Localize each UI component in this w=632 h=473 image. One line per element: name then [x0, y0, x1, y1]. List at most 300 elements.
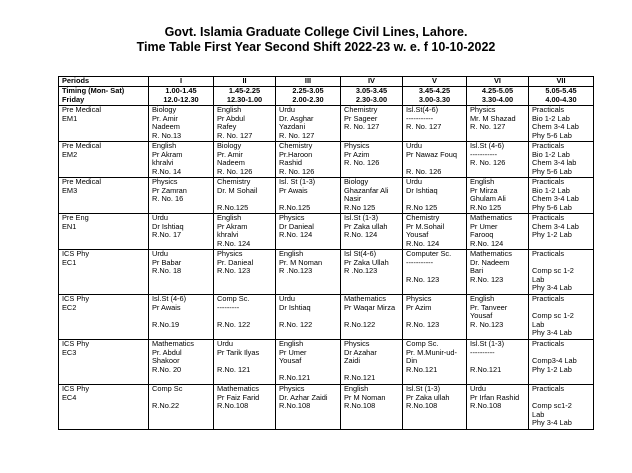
cell-line: Bio 1-2 Lab	[532, 113, 570, 123]
period-cell	[214, 142, 276, 178]
period-cell	[403, 250, 467, 295]
class-row	[59, 385, 594, 430]
period-timing	[149, 87, 214, 106]
cell-line: Ghulam Ali	[470, 194, 506, 204]
cell-line: R. No. 126	[406, 166, 442, 176]
cell-line: Urdu	[217, 339, 234, 348]
period-cell	[529, 385, 594, 430]
class-row	[59, 106, 594, 142]
cell-line: R.No.108	[217, 401, 249, 411]
period-cell	[403, 142, 467, 178]
cell-line: Pr. Amir	[217, 149, 243, 159]
cell-line: Isl.St (1-3)	[406, 384, 441, 393]
cell-line: R.No.19	[152, 319, 180, 329]
period-header: VII	[529, 77, 594, 87]
cell-line: Dr. Azhar Zaidi	[279, 392, 328, 402]
cell-line: Pr. M.Munir-ud-	[406, 347, 457, 357]
cell-line: Physics	[344, 141, 370, 150]
cell-line: English	[344, 384, 369, 393]
period-cell	[341, 178, 403, 214]
cell-line: English	[152, 141, 177, 150]
cell-line: Comp Sc.	[217, 294, 250, 303]
cell-line: Practicals	[532, 339, 565, 348]
cell-line: R.No.108	[344, 401, 376, 411]
period-cell	[214, 178, 276, 214]
cell-line: Rafey	[217, 122, 237, 132]
cell-line: R.No. 122	[279, 319, 313, 329]
cell-line: Pr Zaka Ullah	[344, 257, 389, 267]
section-line: EC1	[62, 257, 77, 267]
cell-line: Pr M.Sohail	[406, 221, 445, 231]
cell-line: Pr. Abdul	[152, 347, 182, 357]
cell-line: Dr. Asghar	[279, 113, 314, 123]
cell-line: Pr.Haroon	[279, 149, 313, 159]
period-cell	[403, 295, 467, 340]
cell-line: Urdu	[152, 249, 169, 258]
timing-mon-sat: 3.45-4.25	[418, 86, 451, 95]
period-cell	[149, 214, 214, 250]
cell-line: R.No. 20	[152, 364, 182, 374]
cell-line: Pr Awais	[279, 185, 308, 195]
cell-line: Biology	[152, 105, 177, 114]
section-line: Pre Medical	[62, 177, 102, 186]
cell-line: Chem 3-4 lab	[532, 158, 577, 168]
period-cell	[149, 106, 214, 142]
cell-line: R.No. 14	[152, 166, 182, 176]
cell-line: Bio 1-2 Lab	[532, 185, 570, 195]
period-timing	[276, 87, 341, 106]
timing-friday: 3.00-3.30	[418, 94, 451, 104]
cell-line: Physics	[344, 339, 370, 348]
cell-line: Yazdani	[279, 122, 306, 132]
timing-label-line: Friday	[62, 94, 85, 104]
cell-line: Mathematics	[152, 339, 194, 348]
cell-line: Isl St(4-6)	[344, 249, 377, 258]
cell-line: Pr Mirza	[470, 185, 498, 195]
cell-line: Pr Irfan Rashid	[470, 392, 520, 402]
section-cell	[59, 385, 149, 430]
cell-line: R.No. 122	[217, 319, 251, 329]
cell-line: Dr Azahar	[344, 347, 377, 357]
cell-line: ----------	[470, 347, 495, 357]
cell-line: Lab	[532, 274, 545, 284]
period-cell	[467, 178, 529, 214]
cell-line: Practicals	[532, 177, 565, 186]
cell-line: Pr Tarik Ilyas	[217, 347, 260, 357]
period-cell	[341, 250, 403, 295]
period-cell	[149, 250, 214, 295]
section-line: Pre Medical	[62, 105, 102, 114]
cell-line: Practicals	[532, 294, 565, 303]
cell-line: Practicals	[532, 141, 565, 150]
cell-line: Phy 1-2 Lab	[532, 230, 572, 240]
cell-line: Practicals	[532, 384, 565, 393]
cell-line: R. No. 127	[406, 122, 442, 132]
cell-line: R. No.13	[152, 130, 182, 140]
period-cell	[341, 340, 403, 385]
timing-row	[59, 87, 594, 106]
cell-line: Pr. Danieal	[217, 257, 254, 267]
period-cell	[276, 142, 341, 178]
period-cell	[276, 295, 341, 340]
timing-friday: 2.00-2.30	[292, 94, 324, 104]
cell-line: Comp Sc	[152, 384, 183, 393]
period-header: VI	[467, 77, 529, 87]
cell-line: ---------	[217, 302, 240, 312]
cell-line: R.No. 123	[406, 274, 440, 284]
cell-line: khralvi	[152, 158, 174, 168]
cell-line: Dr. Nadeem	[470, 257, 510, 267]
cell-line: Pr Umer	[470, 221, 498, 231]
cell-line: Shakoor	[152, 356, 180, 366]
cell-line: Chemistry	[217, 177, 251, 186]
section-cell	[59, 250, 149, 295]
section-cell	[59, 178, 149, 214]
cell-line: -----------	[470, 149, 498, 159]
period-cell	[276, 250, 341, 295]
period-cell	[341, 295, 403, 340]
cell-line: Phy 1-2 Lab	[532, 364, 572, 374]
cell-line: khralvi	[217, 230, 239, 240]
cell-line: Pr Umer	[279, 347, 307, 357]
period-cell	[149, 142, 214, 178]
period-cell	[276, 340, 341, 385]
period-cell	[276, 385, 341, 430]
timing-friday: 12.0-12.30	[163, 94, 199, 104]
cell-line: R.No.108	[279, 401, 311, 411]
cell-line: R.No. 123	[470, 274, 504, 284]
cell-line: R.No. 124	[279, 230, 313, 240]
timing-mon-sat: 4.25-5.05	[481, 86, 514, 95]
cell-line: Chemistry	[344, 105, 378, 114]
cell-line: Isl. St (1-3)	[279, 177, 316, 186]
section-cell	[59, 142, 149, 178]
period-cell	[149, 295, 214, 340]
period-cell	[341, 385, 403, 430]
cell-line: R.No.121	[470, 364, 502, 374]
cell-line: R. No. 127	[470, 122, 506, 132]
period-cell	[403, 178, 467, 214]
period-cell	[529, 295, 594, 340]
cell-line: R.No. 121	[217, 364, 251, 374]
cell-line: R.No. 124	[344, 230, 378, 240]
cell-line: Nadeem	[152, 122, 180, 132]
cell-line: Chem 3-4 Lab	[532, 122, 579, 132]
cell-line: Urdu	[406, 141, 423, 150]
period-cell	[276, 106, 341, 142]
period-cell	[467, 142, 529, 178]
period-cell	[403, 214, 467, 250]
cell-line: Practicals	[532, 249, 565, 258]
header-row	[59, 77, 594, 87]
cell-line: R .No.123	[344, 266, 378, 276]
period-timing	[341, 87, 403, 106]
cell-line: Isl.St (1-3)	[470, 339, 505, 348]
cell-line: Pr. Tanveer	[470, 302, 508, 312]
timing-mon-sat: 1.00-1.45	[165, 86, 197, 95]
period-header: I	[149, 77, 214, 87]
cell-line: R .No.123	[279, 266, 313, 276]
period-cell	[467, 295, 529, 340]
cell-line: Dr Ishtiaq	[279, 302, 311, 312]
period-cell	[214, 295, 276, 340]
section-line: EM1	[62, 113, 78, 123]
cell-line: Urdu	[279, 105, 296, 114]
cell-line: Pr Nawaz Fouq	[406, 149, 457, 159]
cell-line: Pr Azim	[344, 149, 370, 159]
timetable	[58, 76, 594, 430]
cell-line: English	[470, 294, 495, 303]
timing-friday: 3.30-4.00	[481, 94, 514, 104]
timing-friday: 2.30-3.00	[355, 94, 388, 104]
cell-line: R. No. 127	[279, 130, 315, 140]
cell-line: Phy 5-6 Lab	[532, 202, 572, 212]
cell-line: R. No. 127	[344, 122, 380, 132]
cell-line: Lab	[532, 409, 545, 419]
cell-line: Pr. Amir	[152, 113, 178, 123]
cell-line: Chem 3-4 Lab	[532, 221, 579, 231]
period-cell	[341, 142, 403, 178]
class-row	[59, 295, 594, 340]
section-line: ICS Phy	[62, 249, 90, 258]
cell-line: Zaidi	[344, 356, 361, 366]
section-line: EC4	[62, 392, 77, 402]
period-cell	[529, 178, 594, 214]
cell-line: Mr. M Shazad	[470, 113, 516, 123]
timing-mon-sat: 2.25-3.05	[292, 86, 324, 95]
cell-line: Physics	[152, 177, 178, 186]
period-cell	[467, 385, 529, 430]
cell-line: Physics	[279, 384, 305, 393]
cell-line: Computer Sc.	[406, 249, 452, 258]
section-cell	[59, 106, 149, 142]
cell-line: Pr Zaka ullah	[406, 392, 450, 402]
cell-line: Pr Zaka ullah	[344, 221, 388, 231]
section-line: EC3	[62, 347, 77, 357]
cell-line: Phy 3-4 Lab	[532, 283, 572, 293]
period-cell	[149, 385, 214, 430]
timing-label-line: Timing (Mon- Sat)	[62, 86, 125, 95]
cell-line: Isl.St (1-3)	[344, 213, 379, 222]
cell-line: Urdu	[406, 177, 423, 186]
cell-line: R.No.125	[217, 202, 249, 212]
cell-line: Isl.St(4-6)	[406, 105, 439, 114]
cell-line: Rashid	[279, 158, 303, 168]
cell-line: Nasir	[344, 194, 362, 204]
period-cell	[403, 385, 467, 430]
cell-line: Chemistry	[406, 213, 440, 222]
cell-line: Din	[406, 356, 418, 366]
period-timing	[467, 87, 529, 106]
section-cell	[59, 340, 149, 385]
class-row	[59, 142, 594, 178]
cell-line: R.No 125	[406, 202, 438, 212]
cell-line: Dr Ishtiaq	[152, 221, 184, 231]
period-cell	[403, 340, 467, 385]
cell-line: Pr Waqar Mirza	[344, 302, 396, 312]
section-line: Pre Eng	[62, 213, 89, 222]
period-cell	[341, 214, 403, 250]
cell-line: Urdu	[152, 213, 169, 222]
cell-line: Comp Sc.	[406, 339, 439, 348]
period-cell	[276, 178, 341, 214]
cell-line: R.No. 17	[152, 230, 182, 240]
cell-line: R.No. 124	[217, 238, 251, 248]
cell-line: English	[279, 339, 304, 348]
cell-line: Pr Zamran	[152, 185, 187, 195]
period-timing	[403, 87, 467, 106]
cell-line: R.No. 124	[406, 238, 440, 248]
cell-line: Dr. M Sohail	[217, 185, 258, 195]
section-line: ICS Phy	[62, 339, 90, 348]
timing-friday: 4.00-4.30	[545, 94, 577, 104]
cell-line: Phy 5-6 Lab	[532, 166, 572, 176]
page-title: Govt. Islamia Graduate College Civil Lines, Lahore.	[164, 25, 468, 39]
timing-mon-sat: 3.05-3.45	[355, 86, 388, 95]
cell-line: Pr Azim	[406, 302, 432, 312]
cell-line: Biology	[344, 177, 369, 186]
cell-line: Phy 5-6 Lab	[532, 130, 572, 140]
cell-line: R. No. 16	[152, 194, 184, 204]
cell-line: Pr Akram	[152, 149, 183, 159]
cell-line: R.No.121	[406, 364, 438, 374]
period-timing	[529, 87, 594, 106]
cell-line: Pr. M Noman	[279, 257, 323, 267]
cell-line: Pr Sageer	[344, 113, 378, 123]
cell-line: Dr Danieal	[279, 221, 314, 231]
cell-line: English	[470, 177, 495, 186]
section-line: EC2	[62, 302, 77, 312]
cell-line: Practicals	[532, 105, 565, 114]
cell-line: Phy 3-4 Lab	[532, 418, 572, 428]
cell-line: Dr Ishtiaq	[406, 185, 438, 195]
cell-line: Isl.St (4-6)	[152, 294, 187, 303]
cell-line: Pr Faiz Farid	[217, 392, 260, 402]
periods-label: Periods	[59, 77, 149, 87]
cell-line: Pr Abdul	[217, 113, 245, 123]
period-cell	[529, 106, 594, 142]
cell-line: Yousaf	[279, 356, 302, 366]
cell-line: English	[279, 249, 304, 258]
section-cell	[59, 214, 149, 250]
section-line: EN1	[62, 221, 77, 231]
cell-line: R. No. 126	[279, 166, 315, 176]
cell-line: Yousaf	[470, 311, 493, 321]
cell-line: Urdu	[279, 294, 296, 303]
cell-line: Physics	[279, 213, 305, 222]
cell-line: Yousaf	[406, 230, 429, 240]
cell-line: Practicals	[532, 213, 565, 222]
cell-line: R.No 125	[344, 202, 376, 212]
cell-line: Biology	[217, 141, 242, 150]
period-cell	[214, 106, 276, 142]
period-cell	[467, 340, 529, 385]
period-header: III	[276, 77, 341, 87]
period-cell	[529, 250, 594, 295]
period-cell	[467, 214, 529, 250]
cell-line: R.No. 124	[470, 238, 504, 248]
cell-line: R. No. 126	[470, 158, 506, 168]
period-cell	[529, 142, 594, 178]
cell-line: R.No.22	[152, 401, 180, 411]
cell-line: R. No. 126	[217, 166, 253, 176]
page-subtitle: Time Table First Year Second Shift 2022-23 w. e. f 10-10-2022	[136, 40, 496, 54]
cell-line: Comp3-4 Lab	[532, 356, 577, 366]
timing-mon-sat: 1.45-2.25	[228, 86, 261, 95]
cell-line: Phy 3-4 Lab	[532, 328, 572, 338]
cell-line: Physics	[217, 249, 243, 258]
period-cell	[467, 250, 529, 295]
cell-line: Comp sc 1-2	[532, 266, 574, 276]
cell-line: Mathematics	[470, 249, 512, 258]
cell-line: R.No.108	[406, 401, 438, 411]
section-line: ICS Phy	[62, 384, 90, 393]
section-cell	[59, 295, 149, 340]
period-cell	[529, 214, 594, 250]
cell-line: R.No.121	[279, 373, 311, 383]
cell-line: R.No.108	[470, 401, 502, 411]
period-header: IV	[341, 77, 403, 87]
cell-line: R.No. 123	[217, 266, 251, 276]
cell-line: R. No. 127	[217, 130, 253, 140]
cell-line: -----------	[406, 257, 434, 267]
cell-line: R.No.122	[344, 319, 376, 329]
period-timing	[214, 87, 276, 106]
period-cell	[276, 214, 341, 250]
period-cell	[341, 106, 403, 142]
cell-line: Mathematics	[344, 294, 386, 303]
period-header: V	[403, 77, 467, 87]
cell-line: Farooq	[470, 230, 494, 240]
section-line: Pre Medical	[62, 141, 102, 150]
cell-line: R.No. 123	[406, 319, 440, 329]
cell-line: Pr M Noman	[344, 392, 386, 402]
cell-line: Chemistry	[279, 141, 313, 150]
section-line: ICS Phy	[62, 294, 90, 303]
class-row	[59, 214, 594, 250]
period-cell	[214, 385, 276, 430]
period-cell	[214, 340, 276, 385]
cell-line: R.No.121	[344, 373, 376, 383]
cell-line: Pr Akram	[217, 221, 248, 231]
cell-line: Bari	[470, 266, 484, 276]
period-cell	[214, 250, 276, 295]
cell-line: Physics	[406, 294, 432, 303]
period-header: II	[214, 77, 276, 87]
cell-line: Comp sc 1-2	[532, 311, 574, 321]
timing-mon-sat: 5.05-5.45	[545, 86, 577, 95]
section-line: EM3	[62, 185, 78, 195]
period-cell	[149, 340, 214, 385]
class-row	[59, 340, 594, 385]
class-row	[59, 250, 594, 295]
cell-line: -----------	[406, 113, 434, 123]
cell-line: Physics	[470, 105, 496, 114]
period-cell	[529, 340, 594, 385]
cell-line: Pr Babar	[152, 257, 182, 267]
cell-line: Pr Awais	[152, 302, 181, 312]
cell-line: Bio 1-2 Lab	[532, 149, 570, 159]
timing-friday: 12.30-1.00	[226, 94, 263, 104]
period-cell	[467, 106, 529, 142]
period-cell	[403, 106, 467, 142]
cell-line: R.No.125	[279, 202, 311, 212]
cell-line: Comp sc1-2	[532, 401, 572, 411]
cell-line: Mathematics	[217, 384, 259, 393]
cell-line: R.No. 18	[152, 266, 182, 276]
cell-line: R.No 125	[470, 202, 502, 212]
class-row	[59, 178, 594, 214]
